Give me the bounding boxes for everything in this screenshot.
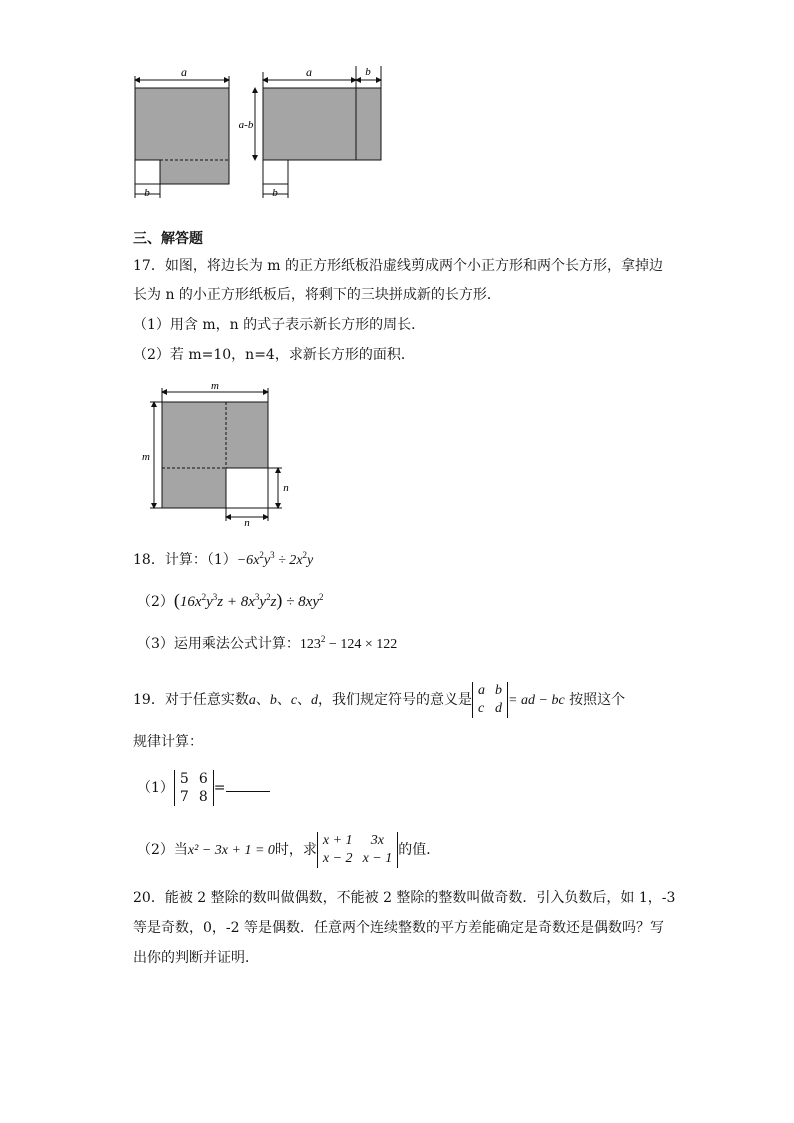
det-def-c: c [478,701,485,716]
det-6: 6 [198,771,208,787]
det-x-plus-1: x + 1 [322,833,353,848]
det-8: 8 [198,789,208,805]
label-m-top: m [211,380,219,392]
q18-part1 [133,550,313,571]
q20-line3: 出你的判断并证明． [133,950,259,966]
q19-p1-label: （1） [137,780,174,796]
section-title: 三、解答题 [133,231,203,247]
label-n-bottom: n [244,517,250,526]
q19-sep-3: 、 [297,692,312,708]
label-m-left: m [142,451,150,463]
q19-p2-prefix: （2）当 [137,842,188,858]
q19-lead: 19．对于任意实数 [133,692,249,708]
label-b-left: b [144,187,150,199]
q19-sep-2: 、 [276,692,291,708]
q19-p2-mid: 时，求 [274,842,317,858]
q19-var-b: b [269,693,277,708]
det-5: 5 [179,771,189,787]
q17-part2: （2）若 m=10，n=4，求新长方形的面积． [133,347,415,363]
q19-line1 [133,680,625,720]
q18-lead: 18．计算：（1） [133,552,237,568]
label-n-right: n [283,482,289,494]
q18-expr2: $(16x^2y^3z + 8x^3y^2z) \div 8xy^2$ [173,590,324,610]
det-def-b: b [495,683,503,698]
q19-p2-condition: x² − 3x + 1 = 0 [187,843,275,858]
label-a-right: a [306,65,312,79]
q17-line2: 长为 n 的小正方形纸板后，将剩下的三块拼成新的长方形． [133,287,501,303]
det-7: 7 [179,789,189,805]
q17-part1: （1）用含 m，n 的式子表示新长方形的周长． [133,317,426,333]
label-b-right-bottom: b [272,187,278,199]
q19-det-5678 [174,770,214,806]
label-b-right-top: b [365,66,371,78]
left-square-diagram [135,65,229,199]
det-x-minus-2: x − 2 [322,851,353,866]
q20-line1: 20．能被 2 整除的数叫做偶数，不能被 2 整除的整数叫做奇数．引入负数后，如 1，-3 [133,890,676,906]
q18-expr3: $123^2 - 124 \times 122$ [299,634,398,652]
answer-blank [226,779,270,792]
q18-expr1: $-6x^2y^3 \div 2x^2y$ [236,550,314,568]
label-a-left: a [181,65,187,79]
q19-tail: 按照这个 [569,692,626,708]
label-a-minus-b: a-b [238,119,254,131]
q19-sep-1: 、 [255,692,270,708]
q19-det-definition [472,682,508,718]
q19-p2-tail: 的值． [398,842,441,858]
q19-det-x [317,832,398,868]
q19-var-d: d [311,693,319,708]
q19-var-a: a [248,693,256,708]
det-x-minus-1: x − 1 [362,851,393,866]
q18-part3 [137,634,397,655]
right-rectangle-diagram [239,65,381,199]
q17-line1: 17．如图，将边长为 m 的正方形纸板沿虚线剪成两个小正方形和两个长方形，拿掉边 [133,258,663,274]
det-def-a: a [478,683,486,698]
q19-part2 [137,828,440,872]
q20-line2: 等是奇数，0，-2 等是偶数．任意两个连续整数的平方差能确定是奇数还是偶数吗？写 [133,920,664,936]
figure-square-mn [138,378,298,526]
figure-rectangles-ab [125,62,395,202]
q19-line2: 规律计算： [133,734,203,750]
q19-part1 [137,768,270,808]
q18-part2 [137,590,323,612]
q19-mid: ，我们规定符号的意义是 [318,692,473,708]
q19-eq: = [213,780,226,796]
q18-p2-label: （2） [137,594,174,610]
q19-def-rhs: = ad − bc [508,693,565,708]
det-def-d: d [495,701,503,716]
q19-var-c: c [290,693,298,708]
q18-p3-prefix: （3）运用乘法公式计算： [137,636,300,652]
det-3x: 3x [370,833,384,848]
